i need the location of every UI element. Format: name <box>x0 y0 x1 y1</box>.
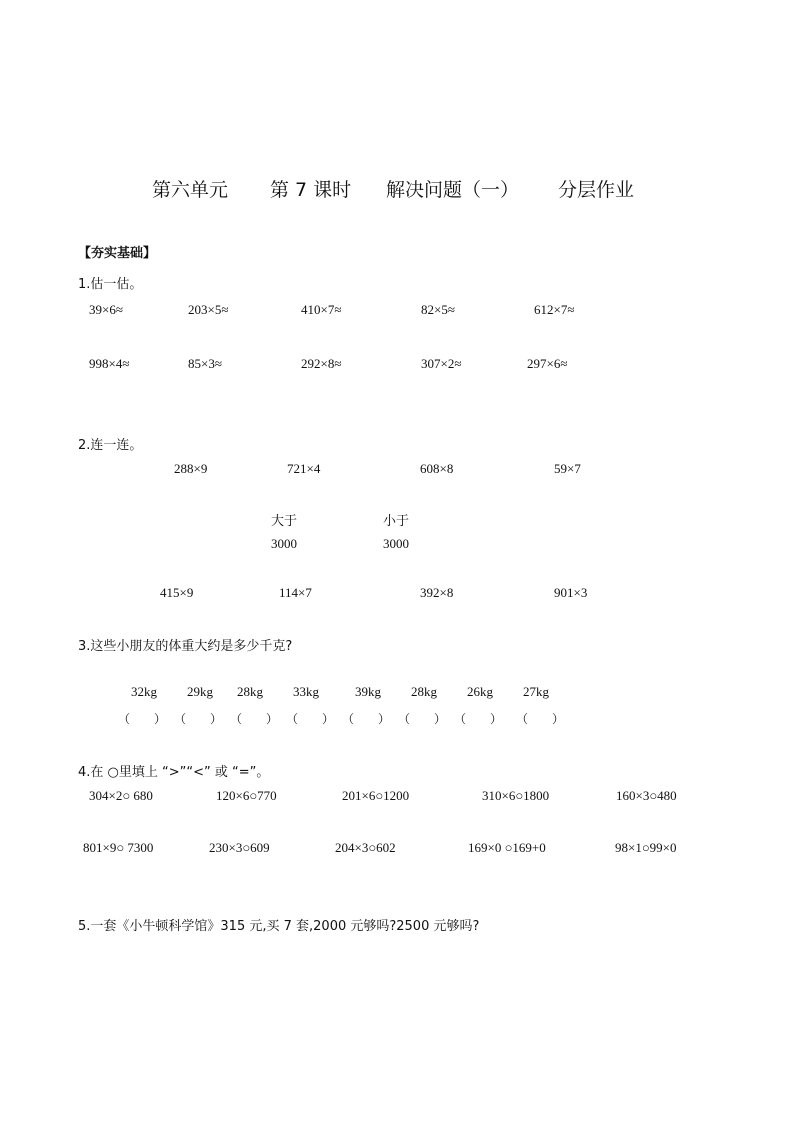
estimate-expression: 612×7≈ <box>534 302 575 317</box>
greater-than-label: 大于 <box>271 514 298 529</box>
answer-blank[interactable]: （ ） <box>118 712 167 726</box>
estimate-expression: 297×6≈ <box>527 356 568 371</box>
answer-blank[interactable]: （ ） <box>454 712 503 726</box>
less-than-value: 3000 <box>383 536 409 551</box>
compare-expression[interactable]: 98×1○99×0 <box>615 840 677 855</box>
weight-value: 33kg <box>293 684 319 699</box>
match-expression: 114×7 <box>279 585 312 600</box>
estimate-expression: 292×8≈ <box>301 356 342 371</box>
compare-expression[interactable]: 169×0 ○169+0 <box>468 840 546 855</box>
question-2-prompt: 2.连一连。 <box>78 438 143 453</box>
match-expression: 288×9 <box>174 461 208 476</box>
compare-expression[interactable]: 310×6○1800 <box>482 788 550 803</box>
question-4-prompt: 4.在 ○里填上 “>”“<” 或 “=”。 <box>78 765 270 780</box>
compare-expression[interactable]: 201×6○1200 <box>342 788 410 803</box>
title-lesson: 第 7 课时 <box>270 179 352 201</box>
compare-expression[interactable]: 230×3○609 <box>209 840 270 855</box>
weight-value: 28kg <box>411 684 437 699</box>
match-expression: 415×9 <box>160 585 194 600</box>
answer-blank[interactable]: （ ） <box>398 712 447 726</box>
match-expression: 721×4 <box>287 461 321 476</box>
question-5-prompt: 5.一套《小牛顿科学馆》315 元,买 7 套,2000 元够吗?2500 元够吗? <box>78 919 480 934</box>
weight-value: 28kg <box>237 684 263 699</box>
section-heading: 【夯实基础】 <box>78 246 157 261</box>
weight-value: 26kg <box>467 684 493 699</box>
estimate-expression: 85×3≈ <box>188 356 222 371</box>
compare-expression[interactable]: 304×2○ 680 <box>89 788 153 803</box>
answer-blank[interactable]: （ ） <box>516 712 565 726</box>
title-topic: 解决问题（一） <box>386 179 520 201</box>
match-expression: 901×3 <box>554 585 588 600</box>
less-than-label: 小于 <box>383 514 410 529</box>
estimate-expression: 82×5≈ <box>421 302 455 317</box>
weight-value: 32kg <box>131 684 157 699</box>
question-3-prompt: 3.这些小朋友的体重大约是多少千克? <box>78 639 293 654</box>
answer-blank[interactable]: （ ） <box>230 712 279 726</box>
estimate-expression: 410×7≈ <box>301 302 342 317</box>
compare-expression[interactable]: 120×6○770 <box>216 788 277 803</box>
weight-value: 29kg <box>187 684 213 699</box>
compare-expression[interactable]: 204×3○602 <box>335 840 396 855</box>
title-type: 分层作业 <box>558 179 635 201</box>
estimate-expression: 998×4≈ <box>89 356 130 371</box>
compare-expression[interactable]: 160×3○480 <box>616 788 677 803</box>
match-expression: 59×7 <box>554 461 581 476</box>
answer-blank[interactable]: （ ） <box>286 712 335 726</box>
compare-expression[interactable]: 801×9○ 7300 <box>83 840 154 855</box>
title-unit: 第六单元 <box>152 179 229 201</box>
question-1-prompt: 1.估一估。 <box>78 277 143 292</box>
match-expression: 608×8 <box>420 461 454 476</box>
answer-blank[interactable]: （ ） <box>342 712 391 726</box>
estimate-expression: 307×2≈ <box>421 356 462 371</box>
estimate-expression: 39×6≈ <box>89 302 123 317</box>
estimate-expression: 203×5≈ <box>188 302 229 317</box>
weight-value: 27kg <box>523 684 549 699</box>
answer-blank[interactable]: （ ） <box>174 712 223 726</box>
greater-than-value: 3000 <box>271 536 297 551</box>
weight-value: 39kg <box>355 684 381 699</box>
match-expression: 392×8 <box>420 585 454 600</box>
